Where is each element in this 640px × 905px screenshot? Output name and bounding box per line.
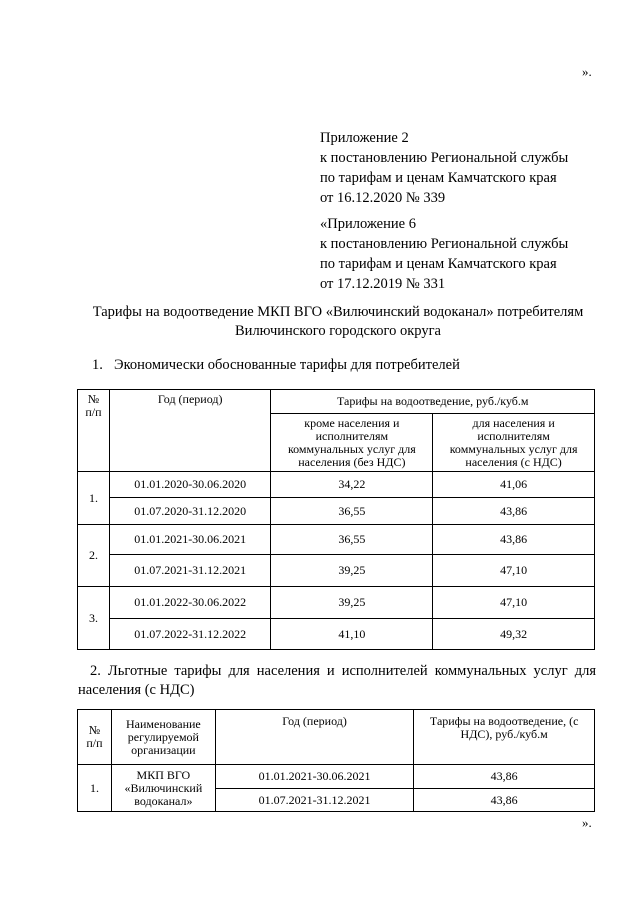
row-number: 3. [78, 587, 110, 650]
header-tariffs: Тарифы на водоотведение, руб./куб.м [271, 390, 595, 414]
period-cell: 01.07.2022-31.12.2022 [109, 619, 271, 650]
appendix-line: «Приложение 6 [320, 216, 416, 232]
value-cell: 47,10 [433, 587, 595, 619]
value-cell: 36,55 [271, 525, 433, 555]
appendix-header-current [320, 128, 568, 208]
value-cell: 43,86 [414, 789, 595, 812]
header-organization: Наименование регулируемой организации [111, 710, 215, 765]
appendix-header-previous [320, 214, 568, 294]
header-tariff: Тарифы на водоотведение, (с НДС), руб./куб.м [414, 710, 595, 765]
period-cell: 01.01.2021-30.06.2021 [215, 765, 413, 789]
value-cell: 41,06 [433, 472, 595, 498]
header-period: Год (период) [109, 390, 271, 472]
row-number: 2. [78, 525, 110, 587]
appendix-line: к постановлению Региональной службы [320, 150, 569, 166]
closing-quote-top: ». [582, 64, 592, 79]
appendix-line: к постановлению Региональной службы [320, 236, 569, 252]
period-cell: 01.01.2020-30.06.2020 [109, 472, 271, 498]
appendix-line: Приложение 2 [320, 130, 409, 146]
title-line: Вилючинского городского округа [235, 323, 441, 339]
value-cell: 43,86 [433, 498, 595, 525]
value-cell: 34,22 [271, 472, 433, 498]
period-cell: 01.01.2022-30.06.2022 [109, 587, 271, 619]
header-period: Год (период) [215, 710, 413, 765]
value-cell: 47,10 [433, 555, 595, 587]
row-number: 1. [78, 765, 112, 812]
appendix-line: от 16.12.2020 № 339 [320, 190, 446, 206]
value-cell: 49,32 [433, 619, 595, 650]
value-cell: 43,86 [433, 525, 595, 555]
closing-quote-bottom: ». [582, 815, 592, 830]
value-cell: 41,10 [271, 619, 433, 650]
header-col-population: для населения и исполнителям коммунальных услуг для населения (с НДС) [433, 414, 595, 472]
header-col-non-population: кроме населения и исполнителям коммунальных услуг для населения (без НДС) [271, 414, 433, 472]
value-cell: 43,86 [414, 765, 595, 789]
value-cell: 39,25 [271, 587, 433, 619]
title-line: Тарифы на водоотведение МКП ВГО «Вилючинский водоканал» потребителям [92, 304, 584, 320]
value-cell: 39,25 [271, 555, 433, 587]
appendix-line: от 17.12.2019 № 331 [320, 276, 446, 292]
period-cell: 01.07.2020-31.12.2020 [109, 498, 271, 525]
row-number: 1. [78, 472, 110, 525]
header-num: № п/п [78, 710, 112, 765]
period-cell: 01.07.2021-31.12.2021 [109, 555, 271, 587]
preferential-tariffs-table [77, 709, 595, 812]
section-text: Экономически обоснованные тарифы для потребителей [114, 357, 460, 373]
organization-cell: МКП ВГО «Вилючинский водоканал» [111, 765, 215, 812]
section-2-heading: 2. Льготные тарифы для населения и исполнителей коммунальных услуг для населения (с НДС) [78, 663, 596, 698]
appendix-line: по тарифам и ценам Камчатского края [320, 256, 557, 272]
section-number: 1. [92, 357, 103, 373]
document-title [70, 303, 606, 341]
period-cell: 01.01.2021-30.06.2021 [109, 525, 271, 555]
appendix-line: по тарифам и ценам Камчатского края [320, 170, 557, 186]
tariffs-table [77, 389, 595, 650]
header-num: № п/п [78, 390, 110, 472]
period-cell: 01.07.2021-31.12.2021 [215, 789, 413, 812]
section-1-heading [92, 357, 460, 374]
value-cell: 36,55 [271, 498, 433, 525]
